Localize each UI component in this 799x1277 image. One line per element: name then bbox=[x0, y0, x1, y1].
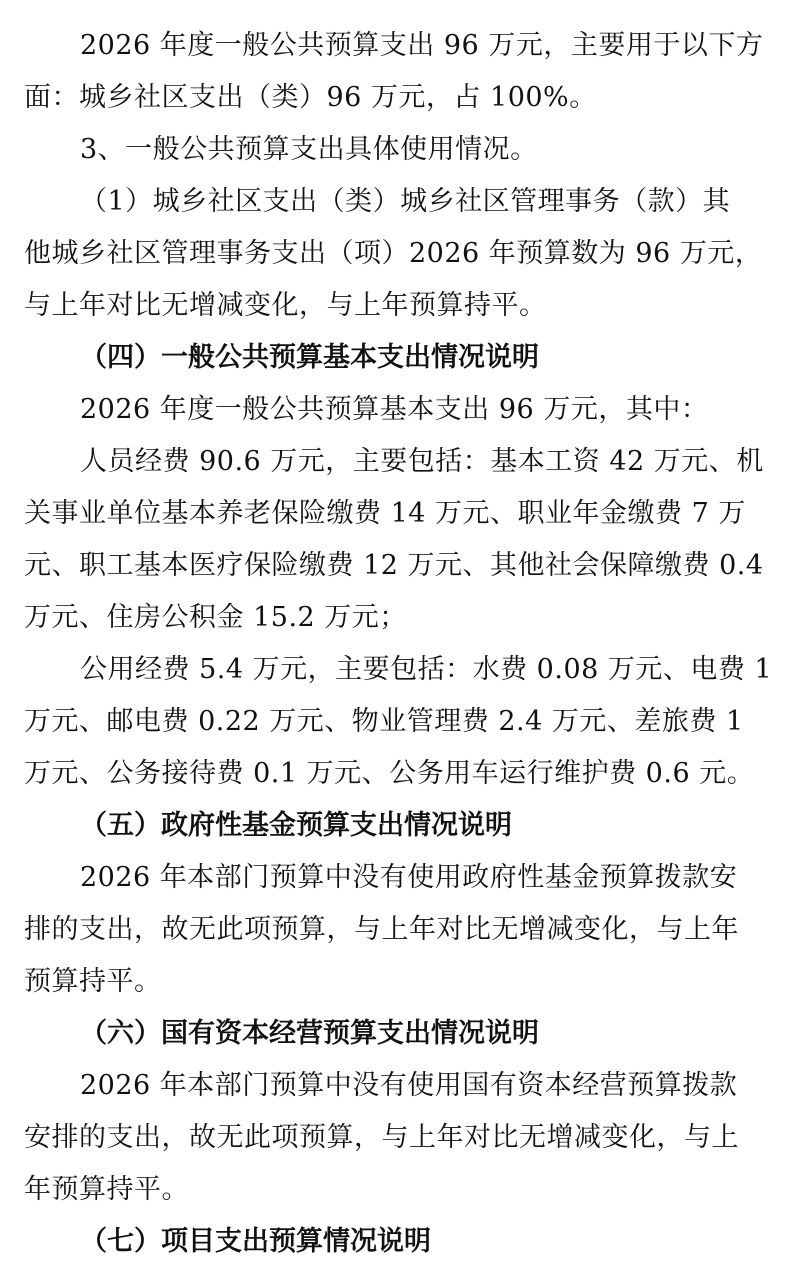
paragraph-line: 2026 年度一般公共预算基本支出 96 万元，其中： bbox=[80, 394, 709, 425]
paragraph-line: 排的支出，故无此项预算，与上年对比无增减变化，与上年 bbox=[24, 914, 739, 945]
paragraph-line: 万元、住房公积金 15.2 万元； bbox=[24, 602, 407, 633]
paragraph-line: 安排的支出，故无此项预算，与上年对比无增减变化，与上 bbox=[24, 1122, 739, 1153]
paragraph-line: 预算持平。 bbox=[24, 966, 162, 997]
paragraph-line: 万元、邮电费 0.22 万元、物业管理费 2.4 万元、差旅费 1 bbox=[24, 706, 744, 737]
paragraph-line: 与上年对比无增减变化，与上年预算持平。 bbox=[24, 290, 547, 321]
paragraph-line: 关事业单位基本养老保险缴费 14 万元、职业年金缴费 7 万 bbox=[24, 498, 746, 529]
section-heading: （六）国有资本经营预算支出情况说明 bbox=[80, 1018, 539, 1049]
paragraph-line: 2026 年本部门预算中没有使用国有资本经营预算拨款 bbox=[80, 1070, 738, 1101]
section-heading: （五）政府性基金预算支出情况说明 bbox=[80, 810, 512, 841]
paragraph-line: 元、职工基本医疗保险缴费 12 万元、其他社会保障缴费 0.4 bbox=[24, 550, 764, 581]
paragraph-line: （1）城乡社区支出（类）城乡社区管理事务（款）其 bbox=[80, 186, 731, 217]
paragraph-line: 面：城乡社区支出（类）96 万元，占 100%。 bbox=[24, 82, 597, 113]
section-heading: （七）项目支出预算情况说明 bbox=[80, 1226, 431, 1257]
paragraph-line: 公用经费 5.4 万元，主要包括：水费 0.08 万元、电费 1 bbox=[80, 654, 773, 685]
paragraph-line: 年预算持平。 bbox=[24, 1174, 189, 1205]
paragraph-line: 2026 年度一般公共预算支出 96 万元，主要用于以下方 bbox=[80, 30, 764, 61]
paragraph-line: 3、一般公共预算支出具体使用情况。 bbox=[80, 134, 538, 165]
paragraph-line: 2026 年本部门预算中没有使用政府性基金预算拨款安 bbox=[80, 862, 738, 893]
paragraph-line: 他城乡社区管理事务支出（项）2026 年预算数为 96 万元， bbox=[24, 238, 763, 269]
paragraph-line: 万元、公务接待费 0.1 万元、公务用车运行维护费 0.6 元。 bbox=[24, 758, 755, 789]
paragraph-line: 人员经费 90.6 万元，主要包括：基本工资 42 万元、机 bbox=[80, 446, 764, 477]
section-heading: （四）一般公共预算基本支出情况说明 bbox=[80, 342, 539, 373]
